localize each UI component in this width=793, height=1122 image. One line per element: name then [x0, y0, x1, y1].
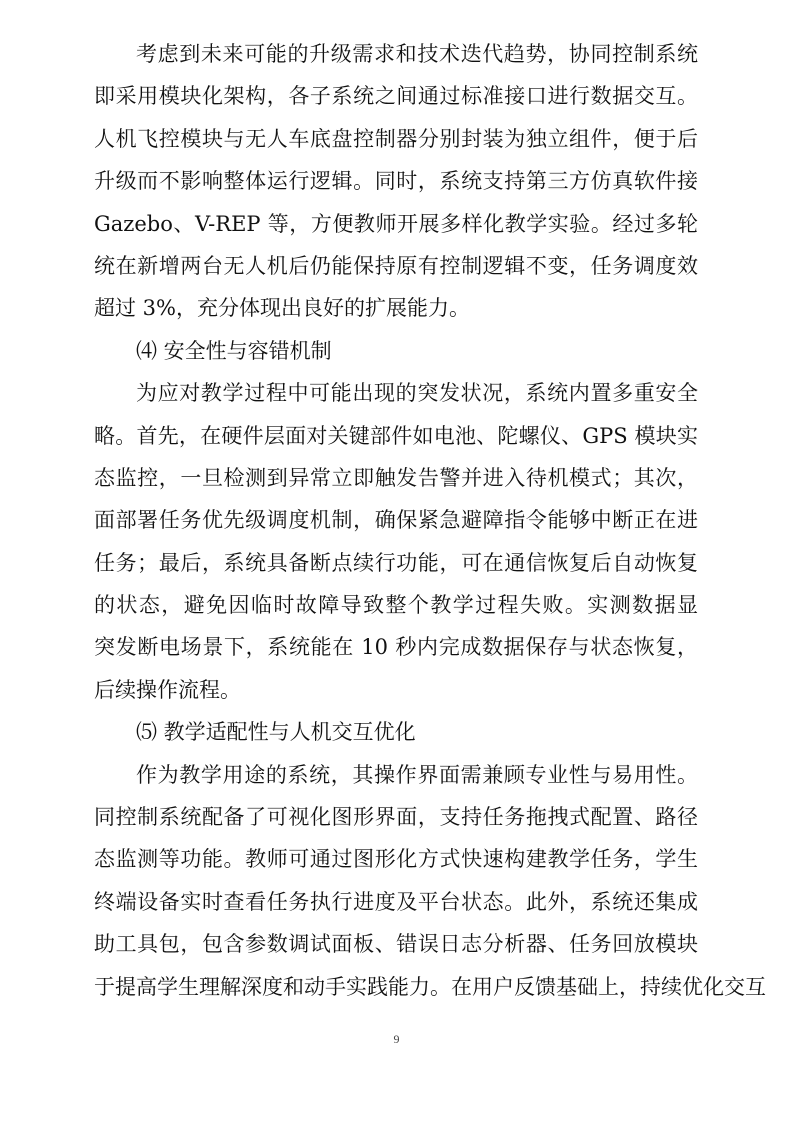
text-line: 后续操作流程。	[94, 677, 241, 702]
text-line: 于提高学生理解深度和动手实践能力。在用户反馈基础上，持续优化交互	[94, 974, 766, 999]
text-line: 作为教学用途的系统，其操作界面需兼顾专业性与易用性。	[136, 762, 698, 787]
text-line: 升级而不影响整体运行逻辑。同时，系统支持第三方仿真软件接	[94, 169, 698, 194]
text-line: 人机飞控模块与无人车底盘控制器分别封装为独立组件，便于后	[94, 126, 698, 151]
text-line: 略。首先，在硬件层面对关键部件如电池、陀螺仪、GPS 模块实	[94, 423, 698, 448]
text-line: 统在新增两台无人机后仍能保持原有控制逻辑不变，任务调度效	[94, 253, 698, 278]
text-line: 态监控，一旦检测到异常立即触发告警并进入待机模式；其次，	[94, 465, 698, 490]
text-line: 终端设备实时查看任务执行进度及平台状态。此外，系统还集成	[94, 889, 698, 914]
text-line: 为应对教学过程中可能出现的突发状况，系统内置多重安全	[136, 381, 698, 406]
section-heading	[94, 330, 698, 372]
text-line: Gazebo、V-REP 等，方便教师开展多样化教学实验。经过多轮	[94, 211, 698, 236]
text-line: 考虑到未来可能的升级需求和技术迭代趋势，协同控制系统	[136, 42, 698, 66]
text-line: 面部署任务优先级调度机制，确保紧急避障指令能够中断正在进	[94, 508, 698, 533]
text-line: 同控制系统配备了可视化图形界面，支持任务拖拽式配置、路径	[94, 805, 698, 830]
page-number: 9	[393, 1032, 400, 1046]
paragraph	[94, 754, 766, 1008]
paragraph	[94, 33, 698, 330]
paragraph	[94, 372, 698, 711]
text-line: 助工具包，包含参数调试面板、错误日志分析器、任务回放模块	[94, 932, 698, 957]
section-heading	[94, 711, 698, 753]
text-line: ⑸ 教学适配性与人机交互优化	[136, 720, 416, 745]
text-line: 突发断电场景下，系统能在 10 秒内完成数据保存与状态恢复，	[94, 635, 698, 660]
text-line: 的状态，避免因临时故障导致整个教学过程失败。实测数据显	[94, 593, 698, 618]
text-line: 任务；最后，系统具备断点续行功能，可在通信恢复后自动恢复	[94, 550, 698, 575]
text-line: 超过 3%，充分体现出良好的扩展能力。	[94, 296, 470, 321]
document-body	[94, 33, 766, 1008]
text-line: ⑷ 安全性与容错机制	[136, 338, 332, 363]
text-line: 态监测等功能。教师可通过图形化方式快速构建教学任务，学生	[94, 847, 698, 872]
text-line: 即采用模块化架构，各子系统之间通过标准接口进行数据交互。	[94, 84, 698, 109]
